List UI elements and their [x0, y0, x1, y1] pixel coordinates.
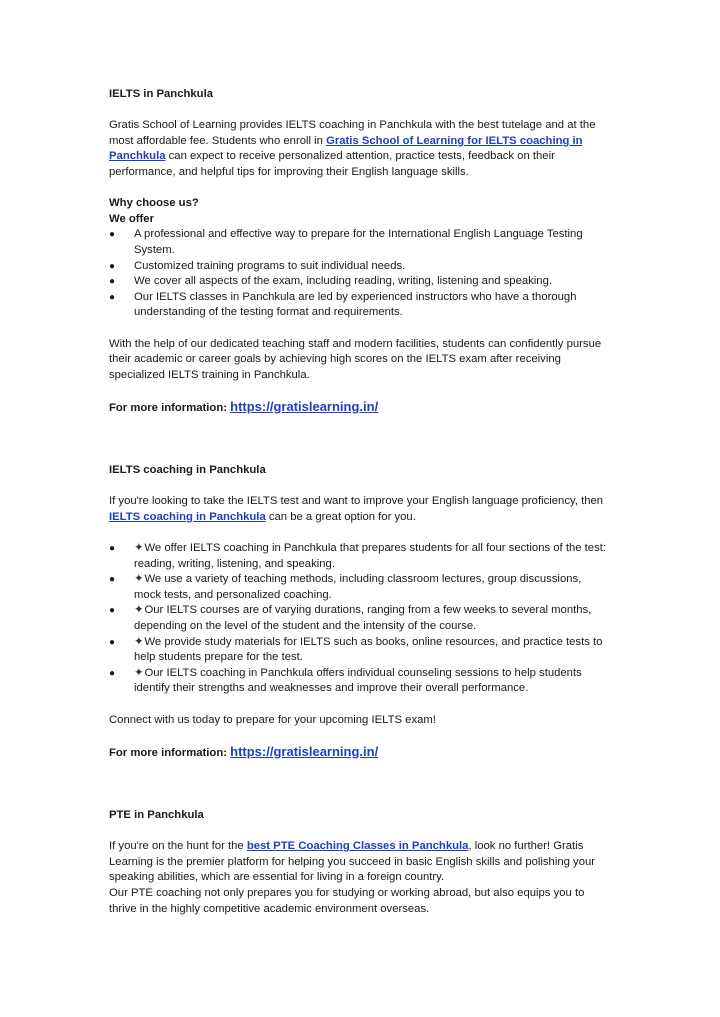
pte-second-paragraph: Our PTE coaching not only prepares you for studying or working abroad, but also equips you to thrive in the highly competitive academic environment overseas. [109, 886, 585, 915]
coaching-intro-paragraph: If you're looking to take the IELTS test and want to improve your English language proficiency, then IELTS coaching in Panchkula can be a great option for you. [109, 495, 604, 523]
we-offer-heading: We offer [109, 212, 154, 225]
more-info-line [109, 399, 609, 417]
summary-paragraph: With the help of our dedicated teaching staff and modern facilities, students can confidently pursue their academic or career goals by achieving high scores on the IELTS exam after receiving specialized IELTS training in Panchkula. [109, 337, 602, 381]
sparkle-icon: ✦ [134, 573, 144, 586]
why-choose-heading: Why choose us? [109, 197, 199, 210]
list-item: ● ✦Our IELTS courses are of varying durations, ranging from a few weeks to several months, depending on the level of the student and the intensity of the course. [109, 604, 592, 632]
sparkle-icon: ✦ [134, 604, 144, 617]
bullet-icon: ● [109, 260, 116, 272]
list-item: ● We cover all aspects of the exam, including reading, writing, listening and speaking. [109, 274, 609, 290]
pte-classes-link[interactable]: best PTE Coaching Classes in Panchkula [246, 840, 469, 853]
sparkle-icon: ✦ [134, 666, 144, 679]
intro-paragraph [109, 118, 609, 180]
list-item: ● Our IELTS classes in Panchkula are led by experienced instructors who have a thorough understanding of the testing format and requirements. [109, 290, 577, 319]
bullet-icon: ● [109, 667, 116, 679]
connect-paragraph: Connect with us today to prepare for your upcoming IELTS exam! [109, 713, 436, 726]
bullet-icon: ● [109, 291, 116, 303]
gratis-ielts-link[interactable]: Gratis School of Learning for IELTS coaching in Panchkula [109, 134, 583, 163]
bullet-icon: ● [109, 543, 116, 555]
more-info-label: For more information: [109, 746, 231, 759]
list-item: ● A professional and effective way to prepare for the International English Language Testing System. [109, 228, 583, 256]
more-info-line [109, 744, 609, 762]
list-item: ● ✦We provide study materials for IELTS such as books, online resources, and practice tests to help students prepare for the test. [109, 635, 603, 664]
document-body [109, 87, 609, 917]
sparkle-icon: ✦ [134, 542, 144, 555]
more-info-label: For more information: [109, 401, 231, 414]
website-link[interactable]: https://gratislearning.in/ [230, 398, 379, 414]
section-title-ielts-panchkula: IELTS in Panchkula [109, 88, 213, 100]
section-title-pte-panchkula: PTE in Panchkula [109, 808, 204, 821]
list-item: ● ✦We offer IELTS coaching in Panchkula that prepares students for all four sections of the test: reading, writing, listening, and speaking. [109, 542, 607, 570]
bullet-icon: ● [109, 229, 116, 241]
list-item: ● Customized training programs to suit individual needs. [109, 259, 609, 275]
website-link[interactable]: https://gratislearning.in/ [230, 743, 379, 759]
coaching-list [109, 541, 609, 697]
bullet-icon: ● [109, 574, 116, 586]
ielts-coaching-link[interactable]: IELTS coaching in Panchkula [109, 510, 266, 523]
pte-intro-paragraph: If you're on the hunt for the best PTE Coaching Classes in Panchkula, look no further! Gratis Learning is the premier platform for helping you succeed in basic English skills and polishing your speaking abilities, which are essential for living in a foreign country. [109, 840, 596, 884]
intro-text-start: Gratis School of Learning provides IELTS coaching in Panchkula with the best tutelage and at the most affordable fee. Students who enroll in [109, 119, 596, 147]
bullet-icon: ● [109, 636, 116, 648]
list-item: ● ✦Our IELTS coaching in Panchkula offers individual counseling sessions to help students identify their strengths and weaknesses and improve their overall performance. [109, 666, 582, 695]
bullet-icon: ● [109, 276, 116, 288]
intro-text-end: can expect to receive personalized attention, practice tests, feedback on their performance, and helpful tips for improving their English language skills. [109, 150, 555, 178]
bullet-icon: ● [109, 605, 116, 617]
sparkle-icon: ✦ [134, 635, 144, 648]
list-item: ● ✦We use a variety of teaching methods, including classroom lectures, group discussions, mock tests, and personalized coaching. [109, 573, 582, 601]
offer-list [109, 227, 609, 321]
section-title-ielts-coaching: IELTS coaching in Panchkula [109, 464, 266, 477]
